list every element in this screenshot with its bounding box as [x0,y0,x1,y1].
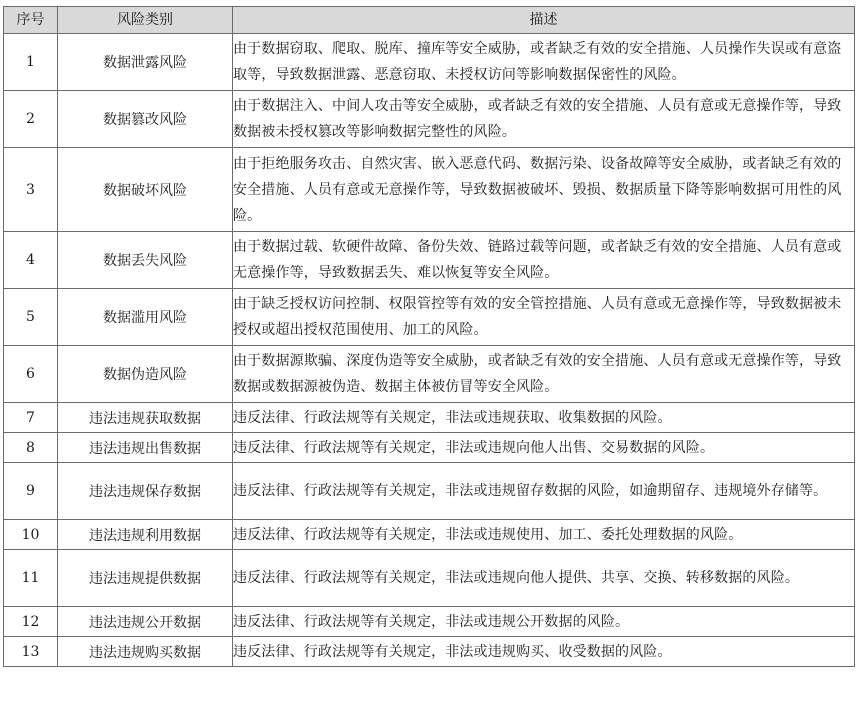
row-number: 3 [4,148,58,232]
row-number: 10 [4,520,58,550]
row-number: 9 [4,463,58,520]
table-row [4,289,855,346]
row-number: 4 [4,232,58,289]
table-row [4,550,855,607]
table-row [4,34,855,91]
risk-description: 违反法律、行政法规等有关规定，非法或违规向他人提供、共享、交换、转移数据的风险。 [233,550,855,607]
risk-type: 违法违规利用数据 [58,520,233,550]
table-row [4,403,855,433]
table-row [4,148,855,232]
header-risk-category: 风险类别 [58,7,233,34]
header-description: 描述 [233,7,855,34]
risk-description: 由于数据源欺骗、深度伪造等安全威胁，或者缺乏有效的安全措施、人员有意或无意操作等，导致数据或数据源被伪造、数据主体被仿冒等安全风险。 [233,346,855,403]
risk-type: 数据伪造风险 [58,346,233,403]
row-number: 7 [4,403,58,433]
row-number: 12 [4,607,58,637]
risk-description: 违反法律、行政法规等有关规定，非法或违规留存数据的风险，如逾期留存、违规境外存储等。 [233,463,855,520]
table-row [4,520,855,550]
risk-description: 违反法律、行政法规等有关规定，非法或违规使用、加工、委托处理数据的风险。 [233,520,855,550]
risk-type: 违法违规提供数据 [58,550,233,607]
header-serial-number: 序号 [4,7,58,34]
risk-description: 由于拒绝服务攻击、自然灾害、嵌入恶意代码、数据污染、设备故障等安全威胁，或者缺乏有效的安全措施、人员有意或无意操作等，导致数据被破坏、毁损、数据质量下降等影响数据可用性的风险。 [233,148,855,232]
table-header-row [4,7,855,34]
table-row [4,433,855,463]
row-number: 2 [4,91,58,148]
risk-description: 由于数据过载、软硬件故障、备份失效、链路过载等问题，或者缺乏有效的安全措施、人员有意或无意操作等，导致数据丢失、难以恢复等安全风险。 [233,232,855,289]
table-row [4,91,855,148]
row-number: 11 [4,550,58,607]
table-row [4,637,855,667]
risk-type: 数据滥用风险 [58,289,233,346]
table-row [4,232,855,289]
risk-description: 由于缺乏授权访问控制、权限管控等有效的安全管控措施、人员有意或无意操作等，导致数据被未授权或超出授权范围使用、加工的风险。 [233,289,855,346]
risk-description: 违反法律、行政法规等有关规定，非法或违规购买、收受数据的风险。 [233,637,855,667]
risk-type: 违法违规公开数据 [58,607,233,637]
risk-type: 数据破坏风险 [58,148,233,232]
table-row [4,346,855,403]
risk-type: 违法违规获取数据 [58,403,233,433]
risk-description: 由于数据窃取、爬取、脱库、撞库等安全威胁，或者缺乏有效的安全措施、人员操作失误或有意盗取等，导致数据泄露、恶意窃取、未授权访问等影响数据保密性的风险。 [233,34,855,91]
row-number: 1 [4,34,58,91]
table-row [4,607,855,637]
risk-description: 由于数据注入、中间人攻击等安全威胁，或者缺乏有效的安全措施、人员有意或无意操作等，导致数据被未授权篡改等影响数据完整性的风险。 [233,91,855,148]
risk-category-table [3,6,855,667]
risk-description: 违反法律、行政法规等有关规定，非法或违规获取、收集数据的风险。 [233,403,855,433]
risk-description: 违反法律、行政法规等有关规定，非法或违规向他人出售、交易数据的风险。 [233,433,855,463]
risk-type: 违法违规购买数据 [58,637,233,667]
risk-type: 数据篡改风险 [58,91,233,148]
table-row [4,463,855,520]
risk-type: 违法违规保存数据 [58,463,233,520]
row-number: 8 [4,433,58,463]
row-number: 6 [4,346,58,403]
risk-type: 数据丢失风险 [58,232,233,289]
row-number: 13 [4,637,58,667]
risk-description: 违反法律、行政法规等有关规定，非法或违规公开数据的风险。 [233,607,855,637]
row-number: 5 [4,289,58,346]
risk-type: 违法违规出售数据 [58,433,233,463]
risk-type: 数据泄露风险 [58,34,233,91]
